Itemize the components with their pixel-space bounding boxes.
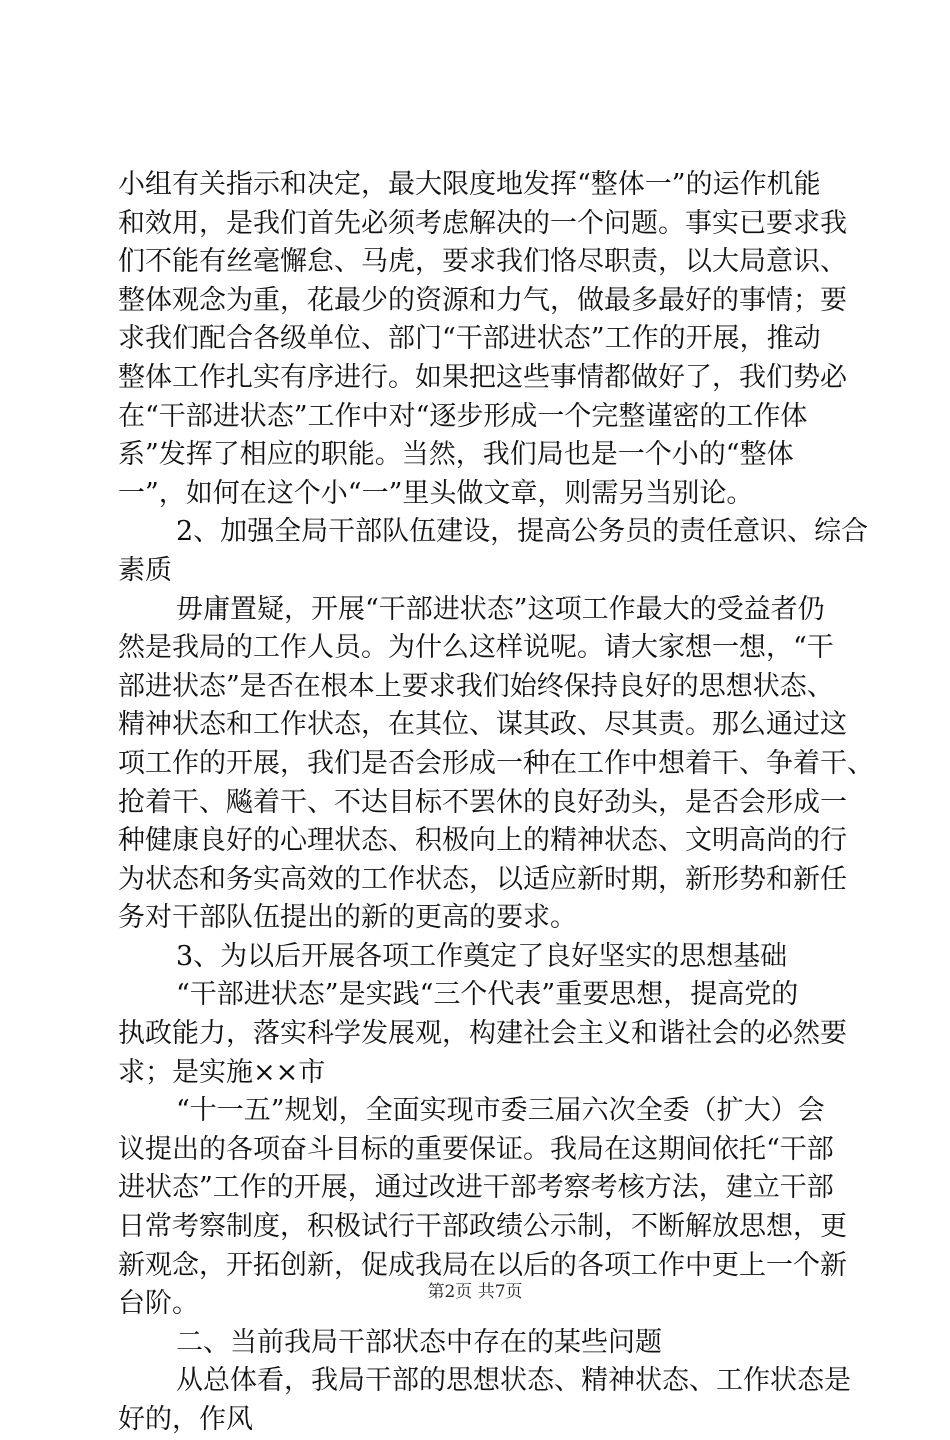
text-line: 好的，作风 [118, 1404, 253, 1435]
text-line: 议提出的各项奋斗目标的重要保证。我局在这期间依托“干部 [118, 1133, 834, 1165]
text-line: 从总体看，我局干部的思想状态、精神状态、工作状态是 [176, 1365, 851, 1397]
text-line: 毋庸置疑，开展“干部进状态”这项工作最大的受益者仍 [176, 593, 825, 625]
page-footer: 第2页 共7页 [427, 1282, 523, 1302]
text-line: 务对干部队伍提出的新的更高的要求。 [118, 902, 577, 934]
text-line: 小组有关指示和决定，最大限度地发挥“整体一”的运作机能 [118, 169, 821, 200]
text-line: 和效用，是我们首先必须考虑解决的一个问题。事实已要求我 [118, 207, 847, 239]
text-line: 在“干部进状态”工作中对“逐步形成一个完整谨密的工作体 [118, 400, 808, 432]
text-line: 系”发挥了相应的职能。当然，我们局也是一个小的“整体 [118, 439, 794, 471]
text-line: 一”，如何在这个小“一”里头做文章，则需另当别论。 [118, 477, 754, 509]
text-line: 们不能有丝毫懈怠、马虎，要求我们恪尽职责，以大局意识、 [118, 246, 847, 278]
text-line: 部进状态”是否在根本上要求我们始终保持良好的思想状态、 [118, 670, 834, 702]
text-line: 求我们配合各级单位、部门“干部进状态”工作的开展，推动 [118, 323, 821, 355]
text-line: 二、当前我局干部状态中存在的某些问题 [176, 1326, 662, 1358]
text-line: 为状态和务实高效的工作状态，以适应新时期，新形势和新任 [118, 863, 847, 895]
text-line: 3、为以后开展各项工作奠定了良好坚实的思想基础 [176, 940, 788, 972]
text-line: 精神状态和工作状态，在其位、谋其政、尽其责。那么通过这 [118, 709, 847, 741]
text-line: 进状态”工作的开展，通过改进干部考察考核方法，建立干部 [118, 1172, 834, 1204]
text-line: 整体观念为重，花最少的资源和力气，做最多最好的事情；要 [118, 284, 847, 316]
text-line: “十一五”规划，全面实现市委三届六次全委（扩大）会 [176, 1095, 825, 1127]
text-line: 2、加强全局干部队伍建设，提高公务员的责任意识、综合 [176, 516, 869, 548]
text-line: 台阶。 [118, 1288, 199, 1320]
text-line: 执政能力，落实科学发展观，构建社会主义和谐社会的必然要 [118, 1018, 847, 1050]
text-line: 整体工作扎实有序进行。如果把这些事情都做好了，我们势必 [118, 361, 847, 393]
text-line: 新观念，开拓创新，促成我局在以后的各项工作中更上一个新 [118, 1249, 847, 1281]
text-line: 素质 [118, 554, 172, 586]
text-line: 种健康良好的心理状态、积极向上的精神状态、文明高尚的行 [118, 825, 847, 857]
text-line: 求；是实施××市 [118, 1056, 326, 1088]
text-line: 然是我局的工作人员。为什么这样说呢。请大家想一想，“干 [118, 632, 834, 664]
text-line: 日常考察制度，积极试行干部政绩公示制，不断解放思想，更 [118, 1211, 847, 1243]
document-body [118, 166, 874, 1440]
text-line: “干部进状态”是实践“三个代表”重要思想，提高党的 [176, 979, 799, 1011]
text-line: 项工作的开展，我们是否会形成一种在工作中想着干、争着干、 [118, 747, 874, 779]
text-line: 抢着干、飚着干、不达目标不罢休的良好劲头，是否会形成一 [118, 786, 847, 818]
